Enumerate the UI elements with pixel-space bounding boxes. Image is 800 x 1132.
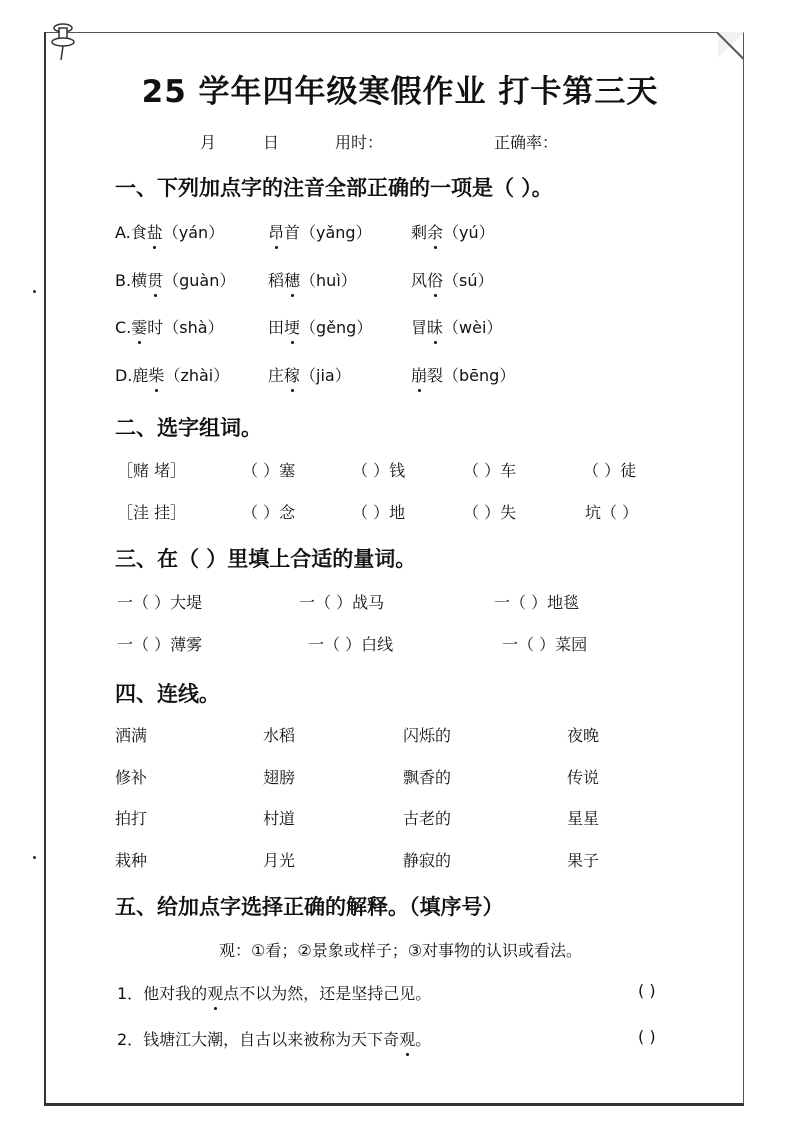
match-word: 闪烁的 — [403, 726, 452, 745]
dotted-char: 霎 — [131, 315, 147, 338]
match-word: 飘香的 — [403, 768, 452, 787]
pinyin-option: 稻穗（huì） — [268, 268, 357, 291]
page-title: 25 学年四年级寒假作业 打卡第三天 — [141, 74, 659, 110]
match-word: 修补 — [115, 768, 148, 787]
dotted-char: 崩 — [411, 363, 427, 386]
pinyin-option: 田埂（gěng） — [268, 315, 372, 338]
fill-blank: 坑（ ） — [585, 503, 639, 522]
day-field: 日 — [263, 133, 280, 152]
match-word: 古老的 — [403, 809, 452, 828]
measure-word-item: 一（ ）白线 — [308, 635, 394, 654]
match-word: 星星 — [567, 809, 600, 828]
pinyin-option: 风俗（sú） — [411, 268, 494, 291]
pinyin-option: C.霎时（shà） — [115, 315, 224, 338]
answer-blank-1: ( ) — [638, 981, 656, 1000]
section-2-heading: 二、选字组词。 — [115, 416, 262, 440]
dotted-char: 俗 — [427, 268, 443, 291]
fill-blank: （ ）念 — [242, 503, 296, 522]
measure-word-item: 一（ ）战马 — [299, 593, 385, 612]
month-field: 月 — [200, 133, 217, 152]
dotted-char: 稼 — [284, 363, 300, 386]
dotted-char: 昂 — [268, 220, 284, 243]
fill-blank: （ ）钱 — [352, 461, 406, 480]
pushpin-icon — [50, 22, 76, 62]
definition-line: 观：①看；②景象或样子；③对事物的认识或看法。 — [219, 941, 583, 960]
fill-blank: （ ）失 — [463, 503, 517, 522]
answer-blank-2: ( ) — [638, 1027, 656, 1046]
question-2: 2．钱塘江大潮，自古以来被称为天下奇观。 — [117, 1027, 431, 1050]
match-word: 村道 — [263, 809, 296, 828]
match-word: 月光 — [263, 851, 296, 870]
dotted-char: 观 — [207, 981, 223, 1004]
pinyin-option: 崩裂（bēng） — [411, 363, 515, 386]
measure-word-item: 一（ ）大堤 — [117, 593, 203, 612]
fill-blank: （ ）地 — [352, 503, 406, 522]
match-word: 果子 — [567, 851, 600, 870]
dotted-char: 观 — [399, 1027, 415, 1050]
dotted-char: 穗 — [284, 268, 300, 291]
fill-blank: （ ）车 — [463, 461, 517, 480]
match-word: 水稻 — [263, 726, 296, 745]
dotted-char: 埂 — [284, 315, 300, 338]
accuracy-field: 正确率： — [494, 133, 559, 152]
pinyin-option: D.鹿柴（zhài） — [115, 363, 229, 386]
question-1: 1．他对我的观点不以为然，还是坚持己见。 — [117, 981, 431, 1004]
section-4-heading: 四、连线。 — [115, 682, 220, 706]
section-3-heading: 三、在（ ）里填上合适的量词。 — [115, 547, 417, 571]
char-pair-2: ［洼 挂］ — [117, 503, 187, 522]
pinyin-option: 昂首（yǎng） — [268, 220, 372, 243]
fill-blank: （ ）徒 — [583, 461, 637, 480]
match-word: 静寂的 — [403, 851, 452, 870]
match-word: 拍打 — [115, 809, 148, 828]
section-1-heading: 一、下列加点字的注音全部正确的一项是（ ）。 — [115, 176, 553, 200]
time-field: 用时： — [335, 133, 384, 152]
match-word: 传说 — [567, 768, 600, 787]
match-word: 夜晚 — [567, 726, 600, 745]
fill-blank: （ ）塞 — [242, 461, 296, 480]
scan-dot — [33, 856, 36, 859]
char-pair-1: ［赌 堵］ — [117, 461, 187, 480]
match-word: 栽种 — [115, 851, 148, 870]
pinyin-option: B.横贯（guàn） — [115, 268, 235, 291]
pinyin-option: A.食盐（yán） — [115, 220, 224, 243]
dotted-char: 柴 — [148, 363, 164, 386]
match-word: 翅膀 — [263, 768, 296, 787]
dotted-char: 盐 — [147, 220, 163, 243]
pinyin-option: 冒昧（wèi） — [411, 315, 502, 338]
dotted-char: 余 — [427, 220, 443, 243]
pinyin-option: 剩余（yú） — [411, 220, 495, 243]
dotted-char: 贯 — [147, 268, 163, 291]
measure-word-item: 一（ ）地毯 — [494, 593, 580, 612]
measure-word-item: 一（ ）菜园 — [502, 635, 588, 654]
match-word: 洒满 — [115, 726, 148, 745]
dotted-char: 昧 — [427, 315, 443, 338]
scan-dot — [33, 290, 36, 293]
pinyin-option: 庄稼（jia） — [268, 363, 351, 386]
section-5-heading: 五、给加点字选择正确的解释。（填序号） — [115, 895, 504, 919]
measure-word-item: 一（ ）薄雾 — [117, 635, 203, 654]
